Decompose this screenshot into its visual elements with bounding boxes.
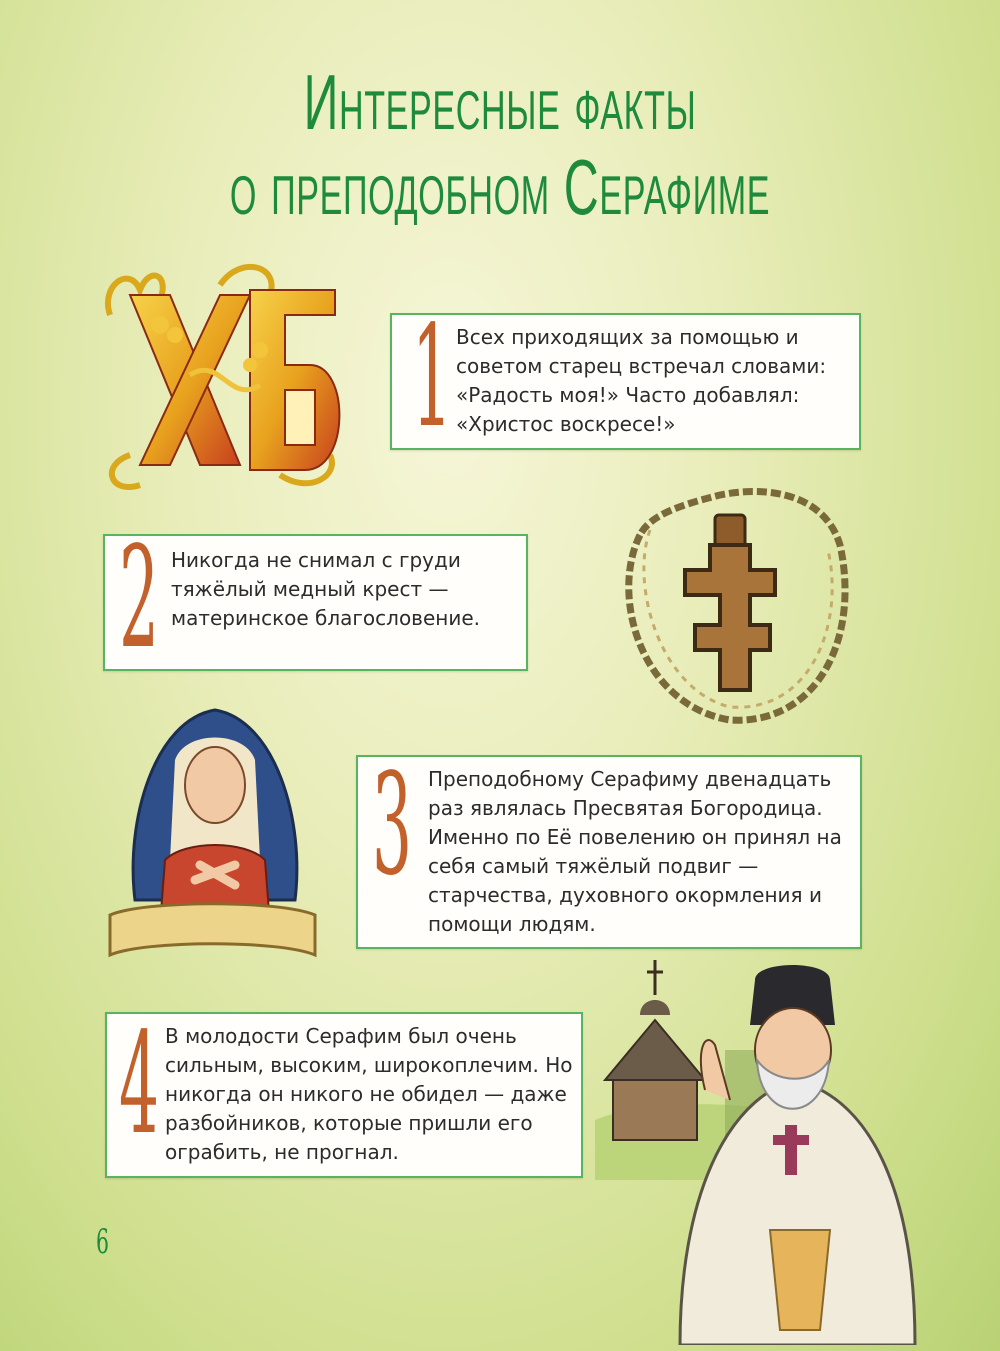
fact-box-4 (105, 1003, 583, 1178)
copper-cross-illustration (610, 475, 865, 735)
fact-number-3: 3 (372, 744, 413, 907)
fact-box-2 (103, 517, 528, 680)
fact-number-4: 4 (119, 1003, 160, 1166)
fact-text-4: В молодости Серафим был очень сильным, высоким, широкоплечим. Но никогда он никого не обидел — даже разбойников, которые пришли его ограбить, не прогнал. (165, 1024, 573, 1164)
fact-number-1: 1 (412, 296, 453, 459)
fact-text-2: Никогда не снимал с груди тяжёлый медный крест — материнское благословение. (171, 548, 481, 630)
fact-number-2: 2 (119, 517, 160, 680)
title-line-1: Интересные факты (303, 58, 697, 146)
page-number: 6 (96, 1222, 109, 1262)
theotokos-illustration (105, 700, 320, 965)
title-line-2: о преподобном Серафиме (229, 143, 771, 231)
fact-text-3: Преподобному Серафиму двенадцать раз являлась Пресвятая Богородица. Именно по Её повелению он принял на себя самый тяжёлый подвиг — старчества, духовного окормления и помощи людям. (428, 767, 842, 936)
fact-box-3 (356, 744, 862, 949)
monogram-illustration (100, 255, 360, 500)
fact-box-1 (390, 296, 861, 459)
saint-seraphim-illustration (585, 950, 990, 1345)
fact-text-1: Всех приходящих за помощью и советом старец встречал словами: «Радость моя!» Часто добавлял: «Христос воскресе!» (456, 325, 827, 436)
page-title (0, 60, 1000, 230)
